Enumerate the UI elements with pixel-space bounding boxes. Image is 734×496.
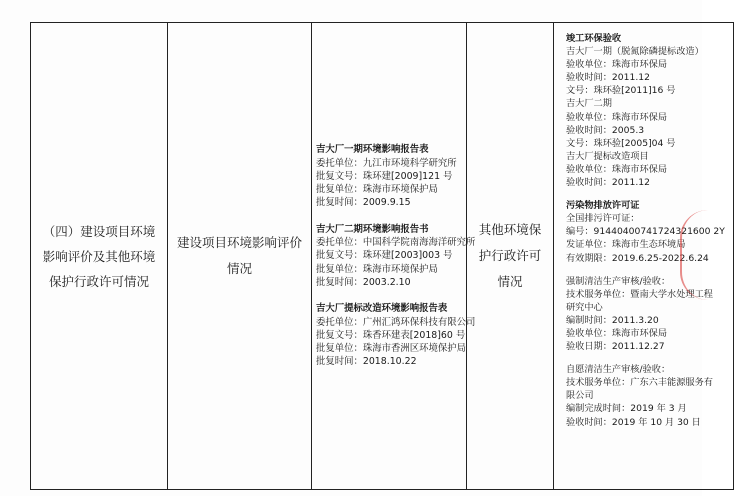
permit-line: 验收时间：2011.12 [566,177,650,189]
permit-section [566,363,733,428]
permit-line: 自愿清洁生产审核/验收： [566,364,671,376]
permit-line: 文号：珠环验[2011]16 号 [566,85,676,97]
eia-report-line: 批复文号：珠环建[2003]003 号 [316,250,453,262]
eia-report-line: 批复单位：珠海市香洲区环境保护局 [316,343,467,355]
permit-line: 有效期限：2019.6.25-2022.6.24 [566,252,709,264]
permit-line: 强制清洁生产审核/验收： [566,275,671,287]
permit-line: 限公司 [566,390,594,402]
permit-line: 验收单位：珠海市环保局 [566,327,668,339]
section-title-cell [31,23,168,490]
eia-report-line: 委托单位：广州汇鸿环保科技有限公司 [316,316,476,328]
permit-line: 技术服务单位：暨南大学水处理工程 [566,288,713,300]
permit-section [566,32,733,189]
eia-report-heading: 吉大厂提标改造环境影响报告表 [316,303,448,315]
eia-report-block [312,302,476,368]
eia-report-line: 批复时间：2003.2.10 [316,276,411,288]
permit-line: 编制时间：2011.3.20 [566,314,659,326]
permit-line: 文号：珠环验[2005]04 号 [566,137,676,149]
eia-report-line: 委托单位：九江市环境科学研究所 [316,157,457,169]
eia-report-line: 批复文号：珠香环建表[2018]60 号 [316,329,466,341]
permit-line: 全国排污许可证： [566,213,640,225]
eia-report-heading: 吉大厂一期环境影响报告表 [316,144,429,156]
eia-report-line: 批复时间：2009.9.15 [316,197,411,209]
eia-title: 建设项目环境影响评价情况 [176,235,302,276]
other-permit-title-cell [467,23,554,490]
permit-line: 验收单位：珠海市环保局 [566,111,668,123]
permit-line: 编制完成时间：2019 年 3 月 [566,403,687,415]
eia-report-line: 批复时间：2018.10.22 [316,356,417,368]
eia-details-cell [312,23,476,490]
permit-line: 验收时间：2019 年 10 月 30 日 [566,416,701,428]
permit-line: 验收日期：2011.12.27 [566,341,665,353]
permit-line: 技术服务单位：广东六丰能源服务有 [566,377,713,389]
permit-line: 吉大厂提标改造项目 [566,150,649,162]
permit-section-heading: 污染物排放许可证 [566,200,640,212]
permit-line: 验收单位：珠海市环保局 [566,59,668,71]
eia-report-line: 批复文号：珠环建[2009]121 号 [316,170,453,182]
table-row [31,23,734,490]
eia-report-heading: 吉大厂二期环境影响报告书 [316,223,429,235]
eia-report-block [312,223,476,289]
permit-line: 编号：91440400741724321600 2Y [566,226,725,238]
permit-line: 发证单位：珠海市生态环境局 [566,239,686,251]
eia-title-cell [168,23,312,490]
seal-stamp [680,210,708,300]
section-title: （四）建设项目环境影响评价及其他环境保护行政许可情况 [42,223,156,289]
eia-report-block [312,143,466,209]
other-permit-title: 其他环境保护行政许可情况 [478,222,542,289]
permit-section-heading: 竣工环保验收 [566,33,622,44]
permit-line: 验收时间：2011.12 [566,72,650,84]
eia-report-line: 批复单位：珠海市环境保护局 [316,184,438,196]
permit-line: 验收单位：珠海市环保局 [566,163,668,175]
permit-line: 吉大厂一期（脱氮除磷提标改造） [566,46,704,58]
permit-table [30,22,734,490]
eia-report-line: 委托单位：中国科学院南海海洋研究所 [316,237,476,249]
permit-line: 吉大厂二期 [566,98,612,110]
permit-line: 研究中心 [566,301,603,313]
eia-report-line: 批复单位：珠海市环境保护局 [316,263,438,275]
permit-line: 验收时间：2005.3 [566,124,645,136]
